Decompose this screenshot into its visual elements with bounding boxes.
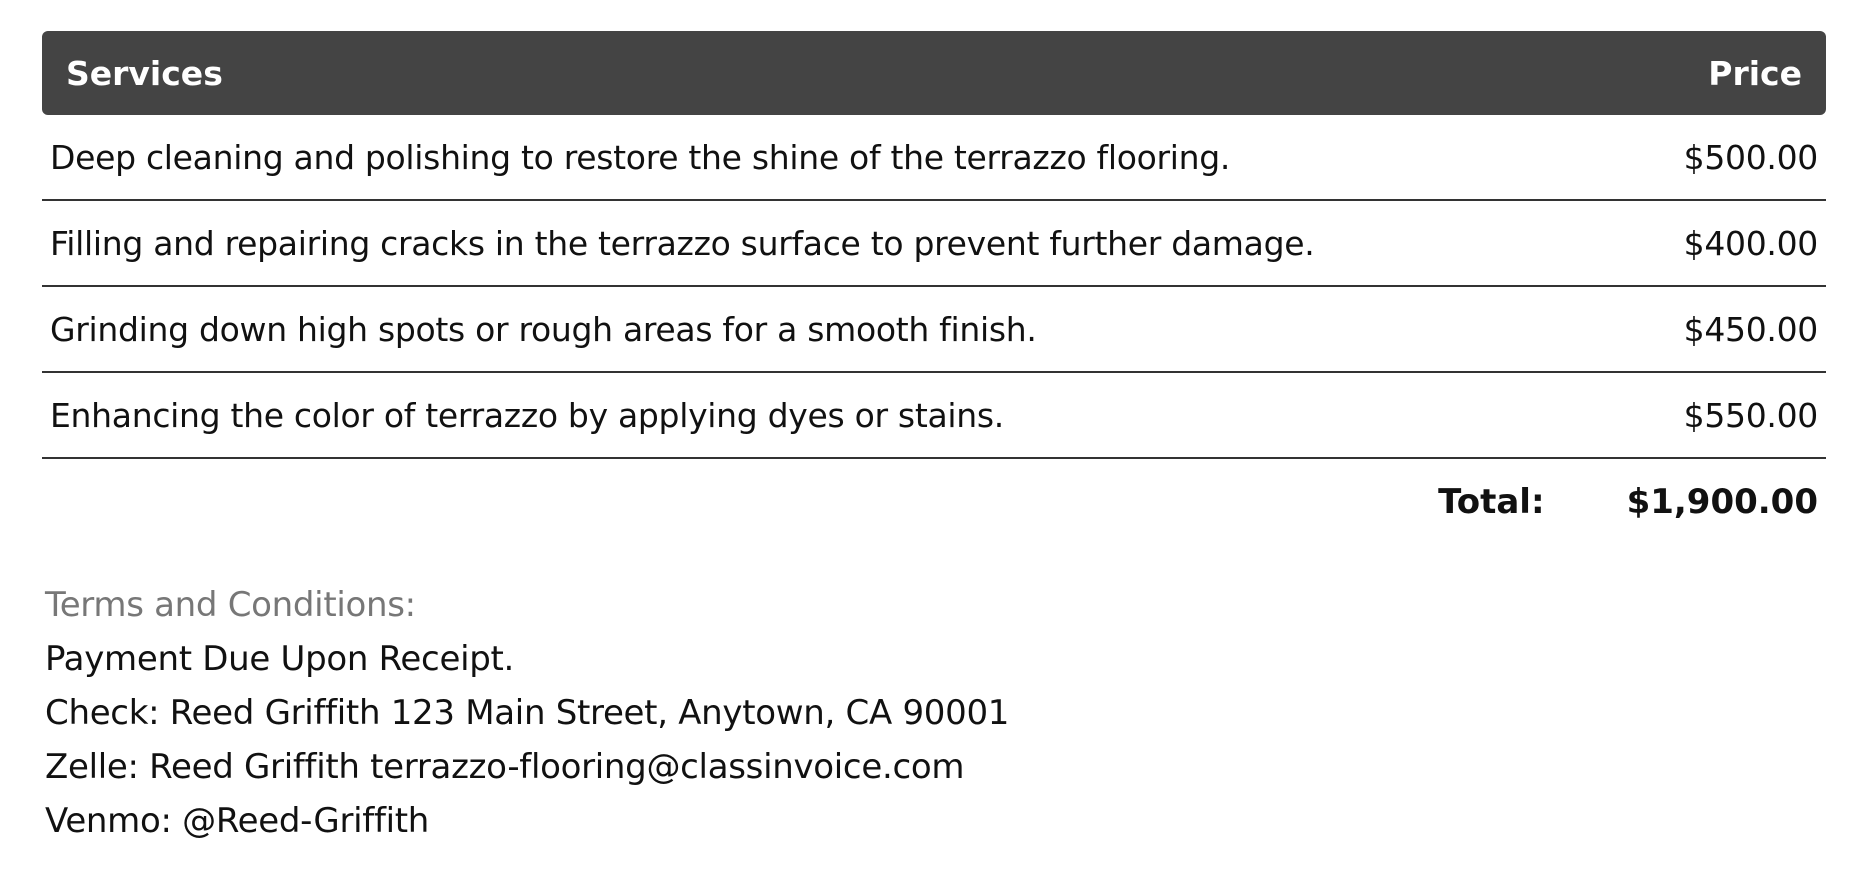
service-price: $500.00 — [1683, 137, 1818, 177]
terms-title: Terms and Conditions: — [45, 585, 416, 625]
service-price: $550.00 — [1683, 395, 1818, 435]
service-description: Grinding down high spots or rough areas for a smooth finish. — [50, 309, 1037, 349]
total-label: Total: — [1438, 482, 1545, 522]
terms-line-payment-due: Payment Due Upon Receipt. — [45, 639, 515, 679]
total-row — [42, 459, 1826, 545]
terms-line-venmo: Venmo: @Reed-Griffith — [45, 801, 430, 841]
service-price: $400.00 — [1683, 223, 1818, 263]
table-row — [42, 287, 1826, 373]
service-description: Enhancing the color of terrazzo by applying dyes or stains. — [50, 395, 1004, 435]
table-row — [42, 115, 1826, 201]
table-header — [42, 31, 1826, 115]
service-description: Deep cleaning and polishing to restore the shine of the terrazzo flooring. — [50, 137, 1231, 177]
service-rows — [42, 115, 1826, 459]
terms-line-zelle: Zelle: Reed Griffith terrazzo-flooring@classinvoice.com — [45, 747, 965, 787]
terms-and-conditions — [45, 578, 1009, 848]
services-column-header: Services — [66, 53, 223, 93]
total-value: $1,900.00 — [1626, 482, 1818, 522]
service-description: Filling and repairing cracks in the terrazzo surface to prevent further damage. — [50, 223, 1315, 263]
service-price: $450.00 — [1683, 309, 1818, 349]
table-row — [42, 373, 1826, 459]
table-row — [42, 201, 1826, 287]
price-column-header: Price — [1708, 53, 1802, 93]
services-table — [42, 31, 1826, 545]
terms-line-check: Check: Reed Griffith 123 Main Street, Anytown, CA 90001 — [45, 693, 1010, 733]
